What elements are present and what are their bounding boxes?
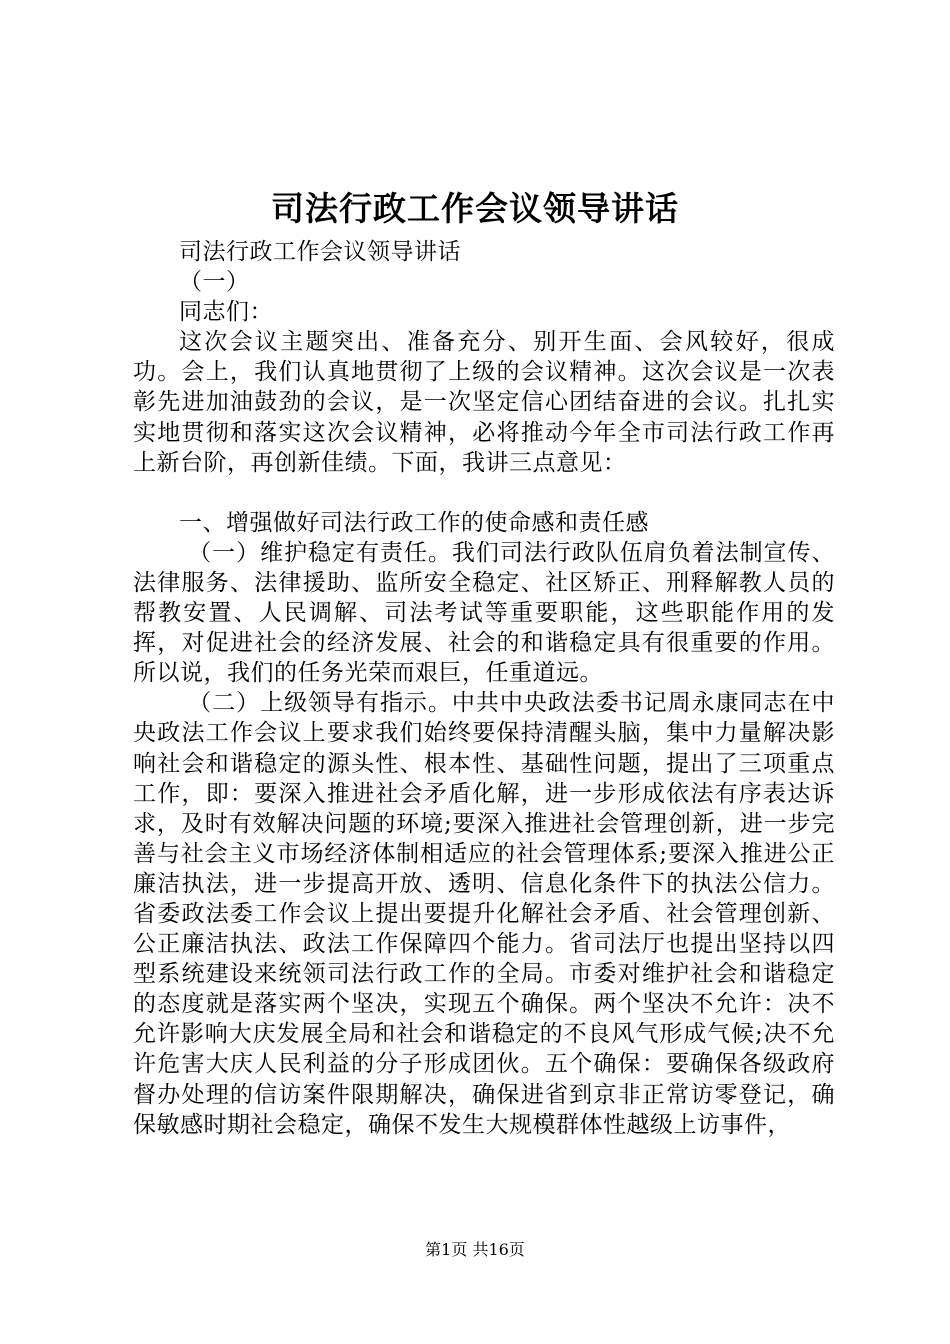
page-footer: 第1页 共16页 xyxy=(425,1240,525,1259)
salutation: 同志们： xyxy=(179,299,273,326)
paragraph-point-1: （一）维护稳定有责任。我们司法行政队伍肩负着法制宣传、法律服务、法律援助、监所安全稳定、社区矫正、刑释解教人员的帮教安置、人民调解、司法考试等重要职能，这些职能作用的发挥，对促进社会的经济发展、社会的和谐稳定具有很重要的作用。所以说，我们的任务光荣而艰巨，任重道远。 xyxy=(133,539,835,687)
section-heading: 一、增强做好司法行政工作的使命感和责任感 xyxy=(179,509,649,536)
subtitle-line: 司法行政工作会议领导讲话 xyxy=(179,239,461,265)
part-marker: （一） xyxy=(179,269,250,296)
document-body xyxy=(133,237,835,1140)
paragraph-point-2: （二）上级领导有指示。中共中央政法委书记周永康同志在中央政法工作会议上要求我们始终要保持清醒头脑，集中力量解决影响社会和谐稳定的源头性、根本性、基础性问题，提出了三项重点工作，即：要深入推进社会矛盾化解，进一步形成依法有序表达诉求，及时有效解决问题的环境;要深入推进社会管理创新，进一步完善与社会主义市场经济体制相适应的社会管理体系;要深入推进公正廉洁执法，进一步提高开放、透明、信息化条件下的执法公信力。省委政法委工作会议上提出要提升化解社会矛盾、社会管理创新、公正廉洁执法、政法工作保障四个能力。省司法厅也提出坚持以四型系统建设来统领司法行政工作的全局。市委对维护社会和谐稳定的态度就是落实两个坚决，实现五个确保。两个坚决不允许：决不允许影响大庆发展全局和社会和谐稳定的不良风气形成气候;决不允许危害大庆人民利益的分子形成团伙。五个确保：要确保各级政府督办处理的信访案件限期解决，确保进省到京非正常访零登记，确保敏感时期社会稳定，确保不发生大规模群体性越级上访事件， xyxy=(133,690,835,1138)
paragraph-intro: 这次会议主题突出、准备充分、别开生面、会风较好，很成功。会上，我们认真地贯彻了上级的会议精神。这次会议是一次表彰先进加油鼓劲的会议，是一次坚定信心团结奋进的会议。扎扎实实地贯彻和落实这次会议精神，必将推动今年全市司法行政工作再上新台阶，再创新佳绩。下面，我讲三点意见： xyxy=(133,329,835,476)
document-title: 司法行政工作会议领导讲话 xyxy=(271,189,679,228)
